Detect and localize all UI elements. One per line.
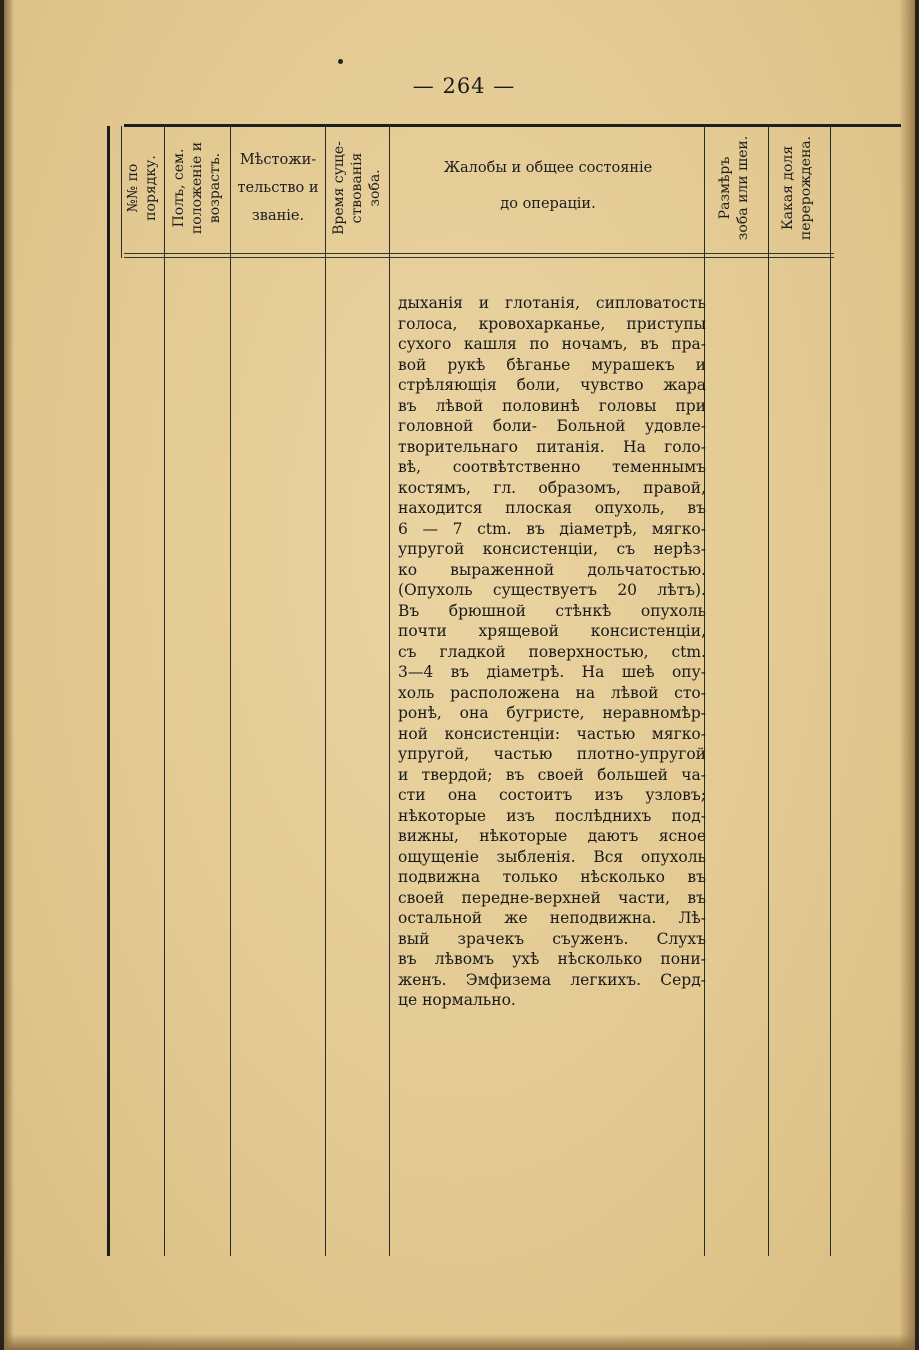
text-line: вѣ, соотвѣтственно теменнымъ: [398, 458, 706, 476]
column-divider: [325, 126, 326, 1256]
text-line: костямъ, гл. образомъ, правой,: [398, 478, 706, 497]
text-line: женъ. Эмфизема легкихъ. Серд-: [398, 970, 706, 989]
header-number: №№ по порядку.: [125, 155, 159, 221]
text-line: нѣкоторые изъ послѣднихъ под-: [398, 806, 706, 825]
text-line: находится плоская опухоль, въ: [398, 499, 706, 517]
text-line: ронѣ, она бугристе, неравномѣр-: [398, 704, 706, 722]
text-line: стрѣляющія боли, чувство жара: [398, 376, 706, 394]
table-left-border: [107, 126, 110, 1256]
text-line: творительнаго питанія. На голо-: [398, 437, 706, 456]
ink-dot: [338, 59, 343, 64]
column-divider: [830, 126, 831, 1256]
header-sex-age: Полъ, сем. положенiе и возрастъ.: [171, 141, 223, 235]
text-line: 6 — 7 ctm. въ діаметрѣ, мягко-: [398, 519, 706, 538]
page-number: — 264 —: [412, 74, 516, 98]
header-duration: Время суще- ствованія зоба.: [331, 141, 383, 235]
book-page: [4, 0, 915, 1350]
text-line: вой рукѣ бѣганье мурашекъ и: [398, 355, 706, 374]
text-line: (Опухоль существуетъ 20 лѣтъ).: [398, 581, 706, 599]
text-line: ощущеніе зыбленія. Вся опухоль: [398, 847, 706, 866]
text-line: подвижна только нѣсколько въ: [398, 868, 706, 886]
column-divider: [389, 126, 390, 1256]
page-right-shadow: [899, 0, 915, 1350]
text-line: ко выраженной дольчатостью.: [398, 560, 706, 579]
text-line: упругой консистенціи, съ нерѣз-: [398, 540, 706, 558]
text-line: почти хрящевой консистенціи,: [398, 622, 706, 640]
text-line: и твердой; въ своей большей ча-: [398, 765, 706, 784]
text-line: съ гладкой поверхностью, ctm.: [398, 642, 706, 661]
table-top-rule: [124, 124, 901, 127]
header-goiter-size: Размѣръ зоба или шеи.: [717, 135, 751, 241]
text-line: своей передне-верхней части, въ: [398, 888, 706, 907]
header-residence: Мѣстожи- тельство и званiе.: [237, 152, 319, 224]
text-line: вижны, нѣкоторые даютъ ясное: [398, 827, 706, 845]
header-complaints: Жалобы и общее состоянiе до операцiи.: [443, 160, 653, 212]
complaints-text: [398, 293, 706, 1011]
page-bottom-shadow: [4, 1334, 915, 1350]
text-line: вый зрачекъ съуженъ. Слухъ: [398, 929, 706, 948]
text-line: Въ брюшной стѣнкѣ опухоль: [398, 601, 706, 620]
text-line: холь расположена на лѣвой сто-: [398, 683, 706, 702]
text-line: дыханія и глотанія, сипловатость: [398, 294, 706, 312]
text-line: головной боли- Больной удовле-: [398, 417, 706, 435]
text-line: ной консистенціи: частью мягко-: [398, 724, 706, 743]
column-divider: [164, 126, 165, 1256]
text-line: 3—4 въ діаметрѣ. На шеѣ опу-: [398, 663, 706, 681]
page-left-shadow: [4, 0, 14, 1350]
text-line: сти она состоитъ изъ узловъ;: [398, 786, 706, 804]
text-line: голоса, кровохарканье, приступы: [398, 314, 706, 333]
text-line: въ лѣвомъ ухѣ нѣсколько пони-: [398, 950, 706, 968]
column-divider: [768, 126, 769, 1256]
text-line: упругой, частью плотно-упругой: [398, 745, 706, 763]
column-divider: [230, 126, 231, 1256]
text-line: це нормально.: [398, 991, 516, 1009]
text-line: сухого кашля по ночамъ, въ пра-: [398, 335, 706, 353]
header-degenerated-part: Какая доля переpождена.: [780, 135, 814, 241]
column-divider: [121, 126, 122, 258]
text-line: остальной же неподвижна. Лѣ-: [398, 909, 706, 927]
text-line: въ лѣвой половинѣ головы при: [398, 396, 706, 415]
